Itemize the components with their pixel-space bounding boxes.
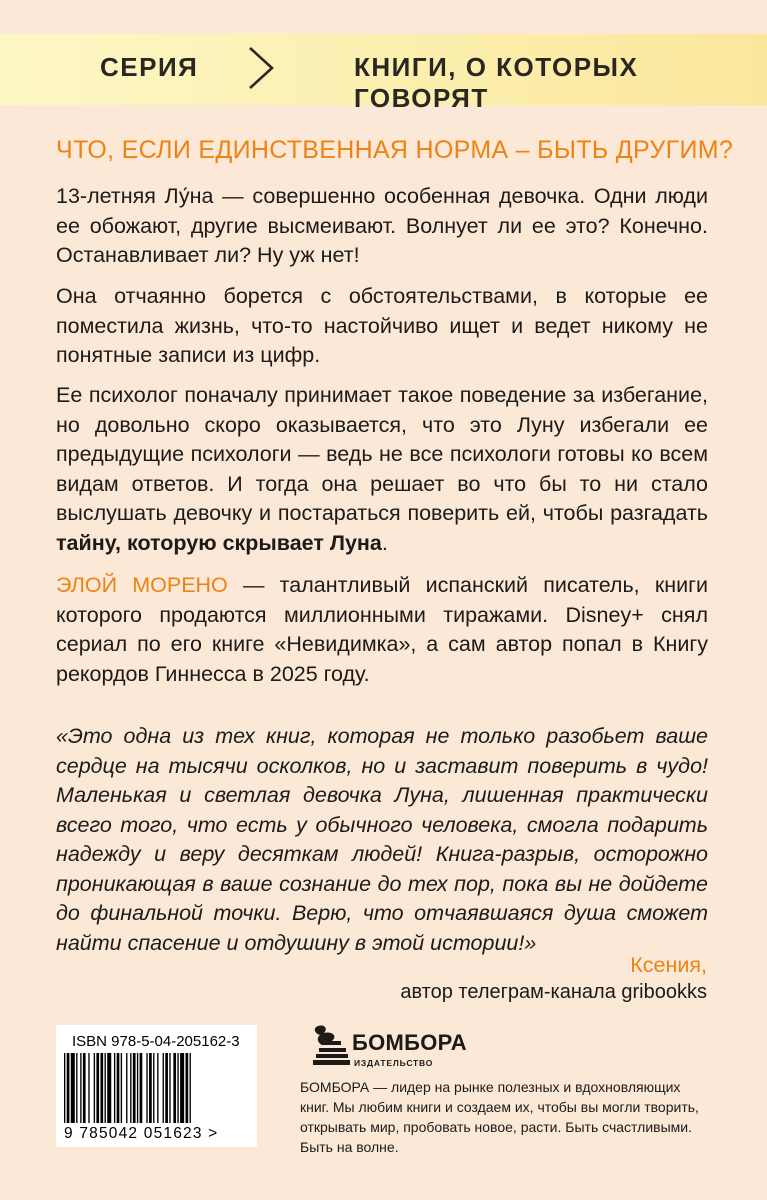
paragraph-psychologist-text: Ее психолог поначалу принимает такое поведение за избегание, но довольно скоро оказывается, что это Луну избегали ее предыдущие психологи — ведь не все психологи готовы ко всем видам ответов. И тогда она решает во что бы то ни стало выслушать девочку и постараться поверить ей, чтобы разгадать xyxy=(56,383,708,525)
isbn-text: ISBN 978-5-04-205162-3 xyxy=(72,1033,240,1050)
publisher-description: БОМБОРА — лидер на рынке полезных и вдохновляющих книг. Мы любим книги и создаем их, чтобы вы могли творить, открывать мир, пробовать новое, расти. Быть счастливыми. Быть на волне. xyxy=(300,1079,699,1155)
paragraph-struggle: Она отчаянно борется с обстоятельствами, в которые ее поместила жизнь, что-то настойчиво ищет и ведет никому не понятные записи из цифр. xyxy=(56,284,708,367)
paragraph-psychologist-end: . xyxy=(381,530,388,555)
publisher-name: БОМБОРА xyxy=(352,1030,467,1055)
review-quote: «Это одна из тех книг, которая не только разобьет ваше сердце на тысячи осколков, но и заставит поверить в чудо! Маленькая и светлая девочка Луна, лишенная практически всего того, что есть у обычного человека, смогла подарить надежду и веру десяткам людей! Книга-разрыв, осторожно проникающая в ваше сознание до тех пор, пока вы не дойдете до финальной точки. Верю, что отчаявшаяся душа сможет найти спасение и отдушину в этой истории!» xyxy=(56,724,708,955)
paragraph-psychologist xyxy=(56,381,708,558)
series-name: КНИГИ, О КОТОРЫХ ГОВОРЯТ xyxy=(354,52,639,113)
author-name: ЭЛОЙ МОРЕНО xyxy=(56,573,228,597)
publisher-subtitle: ИЗДАТЕЛЬСТВО xyxy=(354,1058,434,1068)
barcode-icon xyxy=(64,1053,250,1123)
paragraph-intro: 13-летняя Лу́на — совершенно особенная девочка. Одни люди ее обожают, другие высмеивают. Волнует ли ее это? Конечно. Останавливает ли? Ну уж нет! xyxy=(56,184,708,267)
quote-author: Ксения, xyxy=(630,953,707,977)
barcode-digits: 9 785042 051623 > xyxy=(64,1125,219,1142)
paragraph-psychologist-bold: тайну, которую скрывает Луна xyxy=(56,530,382,555)
author-bio-text: — талантливый испанский писатель, книги которого продаются миллионными тиражами. Disney+ снял сериал по его книге «Невидимка», а сам автор попал в Книгу рекордов Гиннесса в 2025 году. xyxy=(56,573,708,686)
barcode-box xyxy=(56,1025,257,1147)
headline: ЧТО, ЕСЛИ ЕДИНСТВЕННАЯ НОРМА – БЫТЬ ДРУГИМ? xyxy=(56,136,734,164)
paragraph-author-bio xyxy=(56,571,708,689)
quote-author-role: автор телеграм-канала gribookks xyxy=(400,981,707,1003)
series-label: СЕРИЯ xyxy=(100,52,199,82)
chevron-right-icon xyxy=(246,45,276,91)
bombora-logo-icon xyxy=(310,1022,352,1068)
